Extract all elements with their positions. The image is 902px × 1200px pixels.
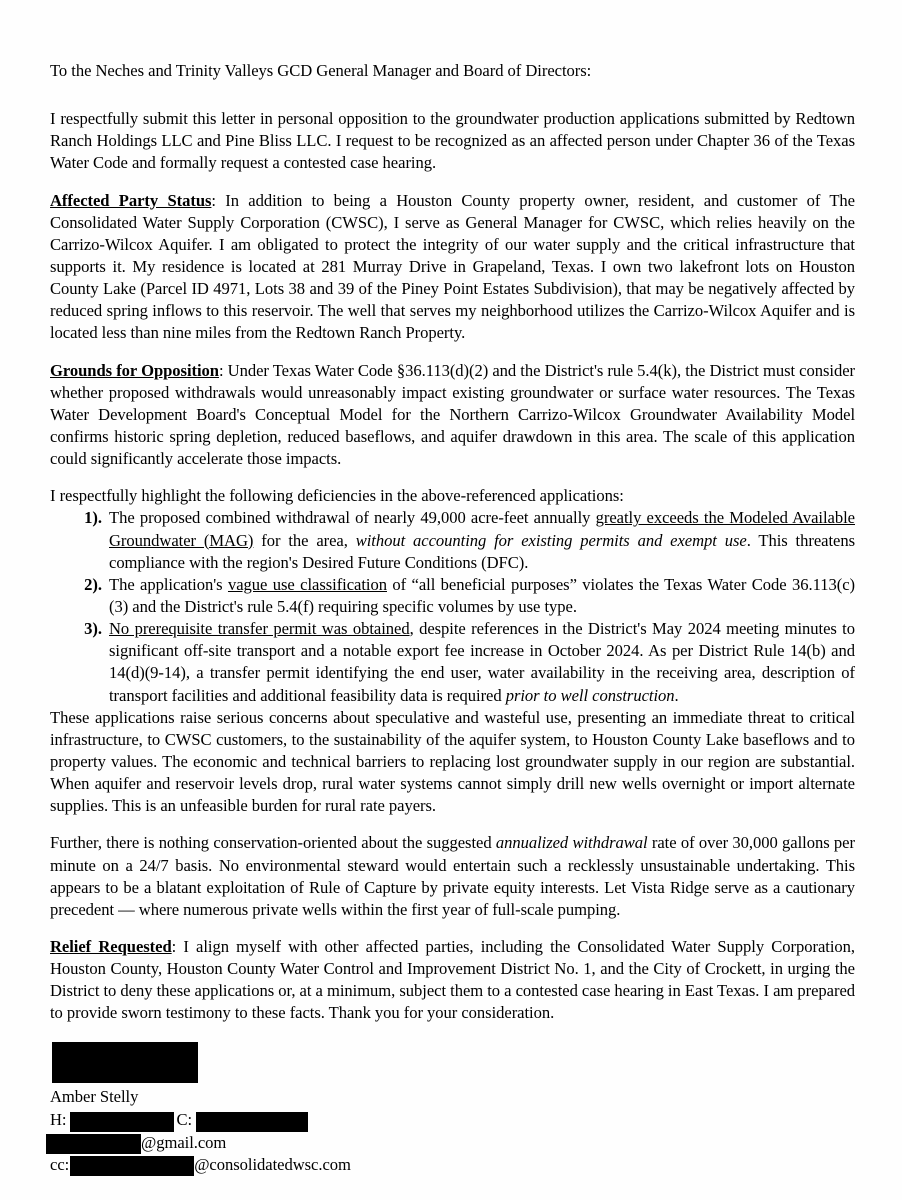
- redaction-bar-home-phone: [70, 1112, 174, 1132]
- further-paragraph: [50, 832, 855, 921]
- further-part1: Further, there is nothing conservation-oriented about the suggested: [50, 833, 496, 853]
- affected-party-heading: Affected Party Status: [50, 190, 212, 210]
- affected-party-text: : In addition to being a Houston County property owner, resident, and customer of The Consolidated Water Supply Corporation (CWSC), I serve as General Manager for CWSC, which relies heavily on the Carrizo-Wilcox Aquifer. I am obligated to protect the integrity of our water supply and the critical infrastructure that supports it. My residence is located at 281 Murray Drive in Grapeland, Texas. I own two lakefront lots on Houston County Lake (Parcel ID 4971, Lots 38 and 39 of the Piney Point Estates Subdivision), that may be negatively affected by reduced spring inflows to this reservoir. The well that serves my neighborhood utilizes the Carrizo-Wilcox Aquifer and is located less than nine miles from the Redtown Ranch Property.: [50, 190, 855, 343]
- redaction-bar-cc-email-user: [70, 1156, 194, 1176]
- cc-email-domain: @consolidatedwsc.com: [194, 1154, 351, 1174]
- continuation-paragraph: These applications raise serious concerns about speculative and wasteful use, presenting an immediate threat to critical infrastructure, to CWSC customers, to the sustainability of the aquifer system, to Houston County Lake baseflows and to property values. The economic and technical barriers to replacing lost groundwater supply in our region are substantial. When aquifer and reservoir levels drop, rural water systems cannot simply drill new wells overnight or import alternate supplies. This is an unfeasible burden for rural rate payers.: [50, 707, 855, 816]
- cc-line: [50, 1154, 855, 1176]
- grounds-heading: Grounds for Opposition: [50, 360, 219, 380]
- cell-phone-label: C:: [176, 1110, 193, 1130]
- deficiency-3-underline: No prerequisite transfer permit was obtained: [109, 619, 410, 639]
- signer-name: Amber Stelly: [50, 1087, 139, 1107]
- redaction-bar-cell-phone: [196, 1112, 308, 1132]
- relief-heading: Relief Requested: [50, 936, 172, 956]
- deficiency-2-underline: vague use classification: [227, 574, 387, 594]
- grounds-text: : Under Texas Water Code §36.113(d)(2) and the District's rule 5.4(k), the District must consider whether proposed withdrawals would unreasonably impact existing groundwater or surface water resources. The Texas Water Development Board's Conceptual Model for the Northern Carrizo-Wilcox Groundwater Availability Model confirms historic spring depletion, reduced baseflows, and aquifer drawdown in this area. The scale of this application could significantly accelerate those impacts.: [50, 360, 855, 469]
- phone-line: [50, 1109, 855, 1131]
- further-part2: rate of over 30,000 gallons per minute on a 24/7 basis. No environmental steward would entertain such a recklessly unsustainable undertaking. This appears to be a blatant exploitation of Rule of Capture by private equity interests. Let Vista Ridge serve as a cautionary precedent — where numerous private wells within the first year of full-scale pumping.: [50, 833, 855, 919]
- email-line: [50, 1132, 855, 1154]
- further-italic: annualized withdrawal: [495, 833, 648, 853]
- deficiency-1-part3: . This threatens compliance with the region's Desired Future Conditions (DFC).: [109, 530, 855, 572]
- deficiency-1-part1: The proposed combined withdrawal of nearly 49,000 acre-feet annually: [109, 508, 596, 528]
- cc-label: cc:: [50, 1154, 70, 1174]
- salutation-line: To the Neches and Trinity Valleys GCD General Manager and Board of Directors:: [50, 61, 592, 80]
- deficiency-3-part2: , despite references in the District's May 2024 meeting minutes to significant off-site transport and a notable export fee increase in October 2024. As per District Rule 14(b) and 14(d)(9-14), a transfer permit identifying the end user, water availability in the receiving area, description of transport facilities and additional feasibility data is required: [109, 619, 855, 705]
- signature-block: [50, 1042, 855, 1175]
- deficiency-1-part2: for the area,: [253, 530, 356, 550]
- list-item: [76, 507, 855, 573]
- deficiency-1-underline: greatly exceeds the Modeled Available Groundwater (MAG): [109, 508, 855, 550]
- list-item: [76, 574, 855, 618]
- deficiencies-lead: I respectfully highlight the following deficiencies in the above-referenced applications:: [50, 486, 624, 506]
- home-phone-label: H:: [50, 1110, 67, 1130]
- deficiency-3-italic: prior to well construction: [505, 685, 675, 705]
- deficiency-2-part1: The application's: [109, 574, 228, 594]
- deficiency-3-part3: .: [674, 685, 679, 705]
- redaction-bar-signature: [52, 1042, 198, 1083]
- deficiency-1-italic: without accounting for existing permits and exempt use: [355, 530, 747, 550]
- deficiency-2-part2: of “all beneficial purposes” violates the Texas Water Code 36.113(c)(3) and the District's rule 5.4(f) requiring specific volumes by use type.: [109, 574, 856, 616]
- relief-paragraph: [50, 936, 855, 1025]
- letter-body: [50, 60, 855, 1176]
- redaction-bar-email-user: [46, 1134, 141, 1154]
- deficiencies-list: [50, 507, 855, 706]
- email-domain: @gmail.com: [141, 1132, 227, 1152]
- relief-text: : I align myself with other affected parties, including the Consolidated Water Supply Corporation, Houston County, Houston County Water Control and Improvement District No. 1, and the City of Crockett, in urging the District to deny these applications or, at a minimum, subject them to a contested case hearing in East Texas. I am prepared to provide sworn testimony to these facts. Thank you for your consideration.: [50, 936, 855, 1023]
- list-item: [76, 618, 855, 707]
- grounds-paragraph: [50, 360, 855, 471]
- intro-paragraph: I respectfully submit this letter in personal opposition to the groundwater production applications submitted by Redtown Ranch Holdings LLC and Pine Bliss LLC. I request to be recognized as an affected person under Chapter 36 of the Texas Water Code and formally request a contested case hearing.: [50, 109, 855, 173]
- affected-party-paragraph: [50, 190, 855, 345]
